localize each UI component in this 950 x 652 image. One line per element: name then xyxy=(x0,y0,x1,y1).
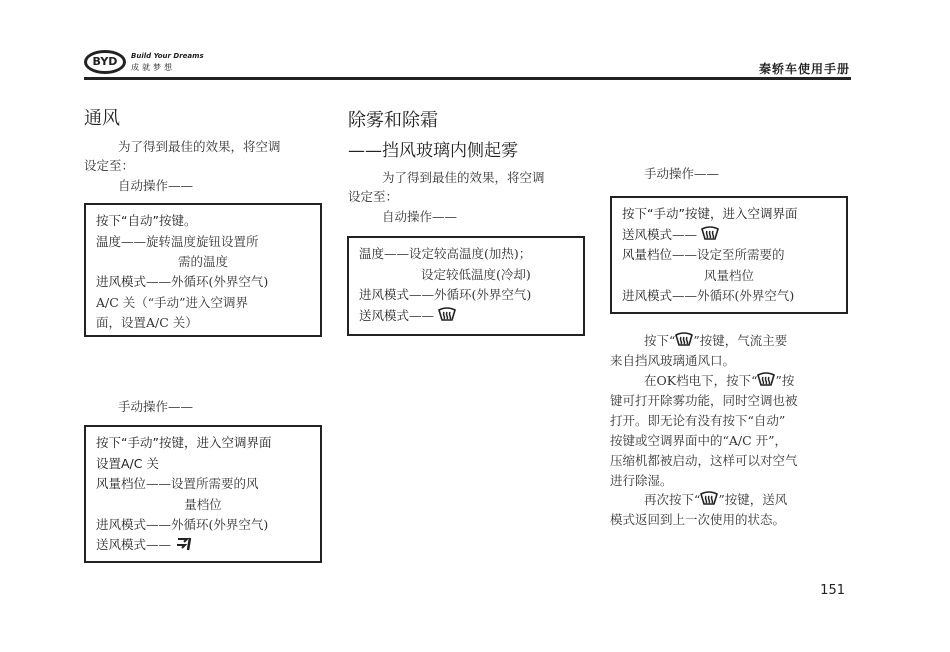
left-auto-line3: 需的温度 xyxy=(177,254,228,269)
temp-key: 温度 xyxy=(359,246,385,261)
p2-b: ”按 xyxy=(775,373,795,388)
left-intro-line2: 设定至： xyxy=(84,158,135,173)
left-auto-line5: A/C 关（“手动”进入空调界 xyxy=(96,294,249,310)
left-manual-line5 xyxy=(96,515,310,536)
right-p3-line2: 模式返回到上一次使用的状态。 xyxy=(610,512,786,527)
left-auto-box xyxy=(84,203,322,337)
slogan-english: Build Your Dreams xyxy=(131,52,204,60)
right-p1-line2: 来自挡风玻璃通风口。 xyxy=(610,353,736,368)
intake-key: 进风模式 xyxy=(359,287,410,302)
slogan-chinese: 成就梦想 xyxy=(131,63,175,72)
intake-text: ——外循环(外界空气) xyxy=(146,516,269,532)
airflow-text: —— xyxy=(409,307,435,323)
right-p2-line6: 进行除湿。 xyxy=(610,473,673,488)
airflow-text: —— xyxy=(672,226,698,242)
middle-line2: 设定较低温度(冷却) xyxy=(421,266,531,282)
left-auto-line4 xyxy=(96,272,310,293)
intake-key: 进风模式 xyxy=(96,274,147,289)
left-manual-label: 手动操作—— xyxy=(118,399,194,414)
temp-text: ——旋转温度旋钮设置所 xyxy=(121,233,259,249)
right-line4: 风量档位 xyxy=(703,267,754,283)
right-line1: 按下“手动”按键，进入空调界面 xyxy=(622,206,798,221)
left-intro-line1: 为了得到最佳的效果，将空调 xyxy=(118,139,281,154)
middle-intro-line2: 设定至： xyxy=(348,189,399,204)
windshield-defrost-icon xyxy=(757,372,775,387)
windshield-defrost-icon xyxy=(700,491,718,506)
intake-text: ——外循环(外界空气) xyxy=(409,287,532,302)
intake-text: ——外循环(外界空气) xyxy=(672,287,795,303)
right-line2 xyxy=(622,225,836,246)
airflow-text: —— xyxy=(146,537,172,552)
fan-key: 风量档位 xyxy=(622,247,673,262)
right-p1-line1 xyxy=(644,331,787,351)
left-auto-line2 xyxy=(96,232,310,253)
right-manual-label: 手动操作—— xyxy=(644,166,720,181)
right-p2-line4: 按键或空调界面中的“A/C 开”， xyxy=(610,433,788,448)
temp-text: ——设定较高温度(加热)； xyxy=(384,246,532,261)
right-line5 xyxy=(622,286,836,307)
page-number: 151 xyxy=(820,583,845,598)
windshield-defrost-icon xyxy=(675,332,693,347)
left-manual-line1: 按下“手动”按键，进入空调界面 xyxy=(96,435,272,450)
vent-mode-icon xyxy=(175,536,193,552)
p1-a: 按下“ xyxy=(644,333,676,348)
middle-auto-box xyxy=(347,236,585,336)
section-title-defog: 除雾和除霜 xyxy=(348,110,438,131)
airflow-key: 送风模式 xyxy=(96,537,147,552)
fan-key: 风量档位 xyxy=(96,476,147,491)
airflow-key: 送风模式 xyxy=(622,226,673,242)
airflow-key: 送风模式 xyxy=(359,307,410,323)
right-p2-line5: 压缩机都被启动，这样可以对空气 xyxy=(610,453,798,468)
section-subtitle: ——挡风玻璃内侧起雾 xyxy=(348,141,518,161)
right-line3 xyxy=(622,245,836,266)
p3-a: 再次按下“ xyxy=(644,492,701,507)
right-p3-line1 xyxy=(644,490,787,510)
middle-line4 xyxy=(359,306,573,327)
windshield-defrost-icon xyxy=(438,307,456,322)
middle-intro-line1: 为了得到最佳的效果，将空调 xyxy=(382,170,545,185)
intake-key: 进风模式 xyxy=(622,287,673,303)
right-p2-line2: 键可打开除雾功能，同时空调也被 xyxy=(610,393,798,408)
byd-logo: BYD xyxy=(84,50,126,74)
left-manual-line6 xyxy=(96,535,310,556)
middle-line1 xyxy=(359,244,573,265)
p2-a: 在OK档电下，按下“ xyxy=(644,373,758,388)
left-manual-line2: 设置A/C 关 xyxy=(96,455,159,471)
section-title-ventilation: 通风 xyxy=(84,108,120,129)
left-auto-label: 自动操作—— xyxy=(118,178,194,193)
fan-text: ——设定至所需要的 xyxy=(672,247,785,262)
left-manual-line3 xyxy=(96,474,310,495)
middle-auto-label: 自动操作—— xyxy=(382,209,458,224)
manual-title: 秦轿车使用手册 xyxy=(758,62,850,76)
temp-key: 温度 xyxy=(96,233,122,249)
left-auto-line1: 按下“自动”按键。 xyxy=(96,213,197,228)
left-manual-line4: 量档位 xyxy=(184,496,222,512)
right-p2-line3: 打开。即无论有没有按下“自动” xyxy=(610,413,786,428)
left-auto-line6: 面，设置A/C 关） xyxy=(96,315,198,330)
header-divider xyxy=(84,77,851,80)
right-p2-line1 xyxy=(644,371,794,391)
p1-b: ”按键，气流主要 xyxy=(693,333,788,348)
middle-line3 xyxy=(359,285,573,306)
fan-text: ——设置所需要的风 xyxy=(146,476,259,491)
intake-key: 进风模式 xyxy=(96,516,147,532)
right-manual-box xyxy=(610,196,848,314)
left-manual-box xyxy=(84,425,322,563)
p3-b: ”按键，送风 xyxy=(718,492,788,507)
intake-text: ——外循环(外界空气) xyxy=(146,274,269,289)
windshield-defrost-icon xyxy=(701,226,719,241)
